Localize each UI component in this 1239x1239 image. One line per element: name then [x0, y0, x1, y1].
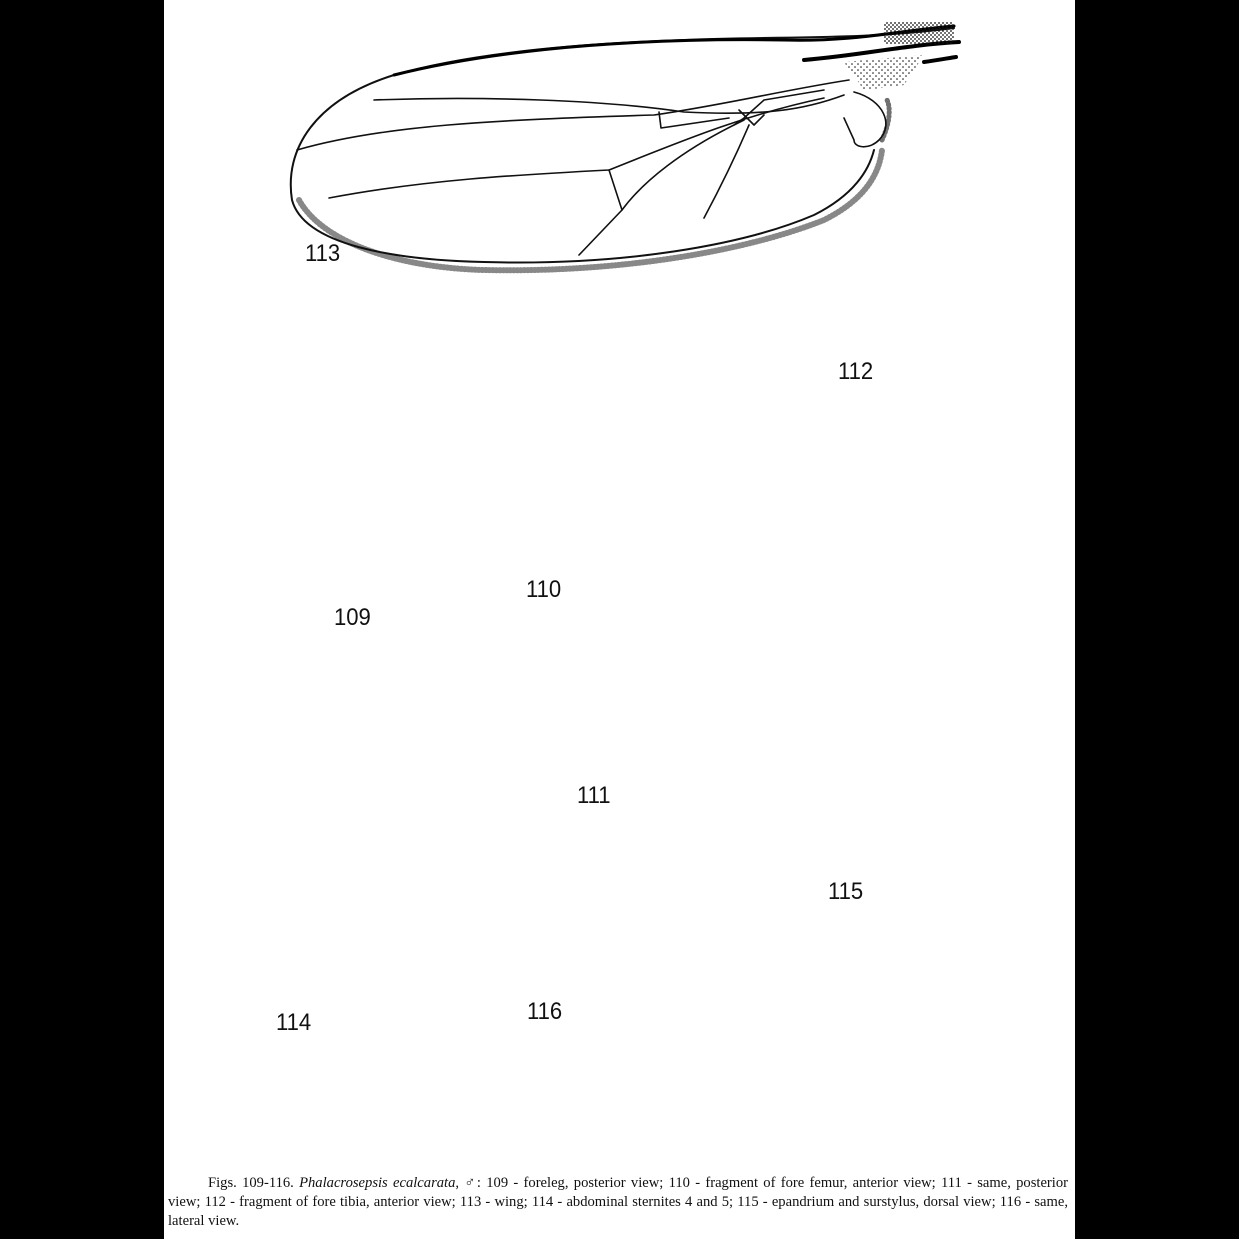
figure-plate	[164, 0, 1075, 1160]
caption-prefix: Figs. 109-116.	[208, 1175, 294, 1191]
caption-body: : 109 - foreleg, posterior view; 110 - fragment of fore femur, anterior view; 111 - same, posterior view; 112 - fragment of fore tibia, anterior view; 113 - wing; 114 - abdominal sternites 4 and 5; 115 - epandrium and surstylus, dorsal view; 116 - same, lateral view.	[168, 1175, 1068, 1229]
figure-label-115: 115	[828, 878, 864, 905]
wing-drawing	[291, 22, 959, 270]
figure-label-114: 114	[276, 1009, 312, 1036]
figure-label-111: 111	[577, 782, 611, 809]
figure-label-109: 109	[334, 604, 371, 631]
figure-label-110: 110	[526, 576, 562, 603]
figure-label-112: 112	[838, 358, 874, 385]
scanned-page	[164, 0, 1075, 1239]
caption-sex-symbol: ♂	[464, 1175, 477, 1191]
figure-label-116: 116	[527, 998, 563, 1025]
figure-caption: Figs. 109-116. Phalacrosepsis ecalcarata, ♂: 109 - foreleg, posterior view; 110 - fragment of fore femur, anterior view; 111 - same, posterior view; 112 - fragment of fore tibia, anterior view; 113 - wing; 114 - abdominal sternites 4 and 5; 115 - epandrium and surstylus, dorsal view; 116 - same, lateral view.	[168, 1175, 1068, 1229]
caption-species: Phalacrosepsis ecalcarata	[299, 1175, 456, 1191]
figure-label-113: 113	[305, 240, 341, 267]
plate-drawings	[164, 0, 1075, 1160]
